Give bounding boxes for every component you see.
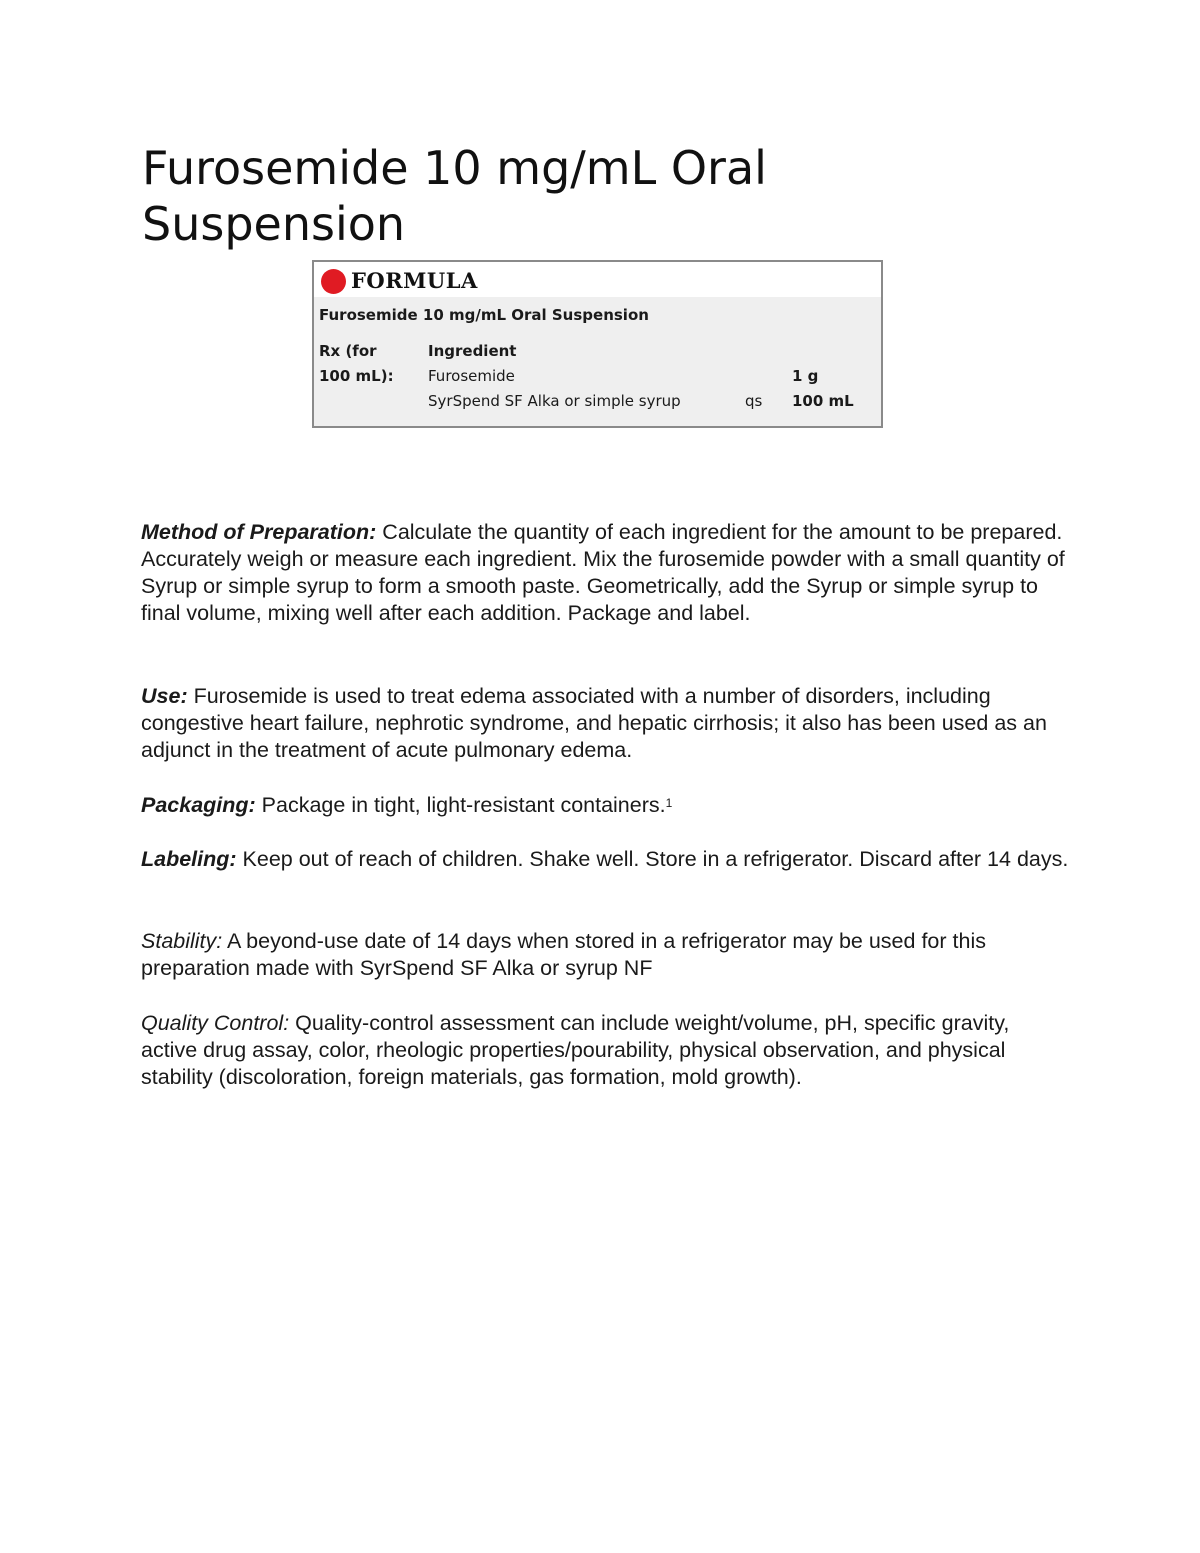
packaging-text: Package in tight, light-resistant containers. bbox=[255, 793, 666, 817]
use-label: Use: bbox=[141, 684, 188, 708]
formula-box bbox=[312, 260, 883, 428]
method-text: Calculate the quantity of each ingredient for the amount to be prepared. Accurately weigh or measure each ingredient. Mix the furosemide powder with a small quantity of Syrup or simple syrup to form a smooth paste. Geometrically, add the Syrup or simple syrup to final volume, mixing well after each addition. Package and label. bbox=[141, 520, 1065, 625]
rx-label-line2: 100 mL): bbox=[319, 367, 394, 385]
use-text: Furosemide is used to treat edema associated with a number of disorders, including congestive heart failure, nephrotic syndrome, and hepatic cirrhosis; it also has been used as an adjunct in the treatment of acute pulmonary edema. bbox=[141, 684, 1047, 762]
rx-label-line1: Rx (for bbox=[319, 342, 377, 360]
ingredient-header: Ingredient bbox=[428, 342, 517, 360]
packaging-section bbox=[141, 792, 1071, 819]
formula-logo-text: FORMULA bbox=[351, 268, 478, 293]
stability-text: A beyond-use date of 14 days when stored in a refrigerator may be used for this preparation made with SyrSpend SF Alka or syrup NF bbox=[141, 929, 986, 980]
footnote-marker: 1 bbox=[665, 796, 673, 810]
page-title: Furosemide 10 mg/mL Oral Suspension bbox=[142, 141, 767, 251]
packaging-label: Packaging: bbox=[141, 793, 256, 817]
labeling-label: Labeling: bbox=[141, 847, 237, 871]
quality-label: Quality Control: bbox=[141, 1011, 290, 1035]
method-label: Method of Preparation: bbox=[141, 520, 377, 544]
stability-label: Stability: bbox=[141, 929, 223, 953]
ingredient-name: SyrSpend SF Alka or simple syrup bbox=[428, 392, 681, 410]
ingredient-qs: qs bbox=[745, 392, 763, 410]
quality-text: Quality-control assessment can include weight/volume, pH, specific gravity, active drug assay, color, rheologic properties/pourability, physical observation, and physical stability (discoloration, foreign materials, gas formation, mold growth). bbox=[141, 1011, 1010, 1089]
stability-section bbox=[141, 928, 1071, 982]
quality-section bbox=[141, 1010, 1071, 1091]
ingredient-name: Furosemide bbox=[428, 367, 515, 385]
ingredient-amount: 100 mL bbox=[792, 392, 854, 410]
labeling-section bbox=[141, 846, 1071, 873]
formula-header bbox=[314, 262, 881, 297]
use-section bbox=[141, 683, 1071, 764]
method-section bbox=[141, 519, 1071, 627]
ingredient-amount: 1 g bbox=[792, 367, 819, 385]
formula-name: Furosemide 10 mg/mL Oral Suspension bbox=[319, 306, 649, 324]
red-dot-icon bbox=[321, 269, 346, 294]
labeling-text: Keep out of reach of children. Shake well. Store in a refrigerator. Discard after 14 days. bbox=[236, 847, 1069, 871]
